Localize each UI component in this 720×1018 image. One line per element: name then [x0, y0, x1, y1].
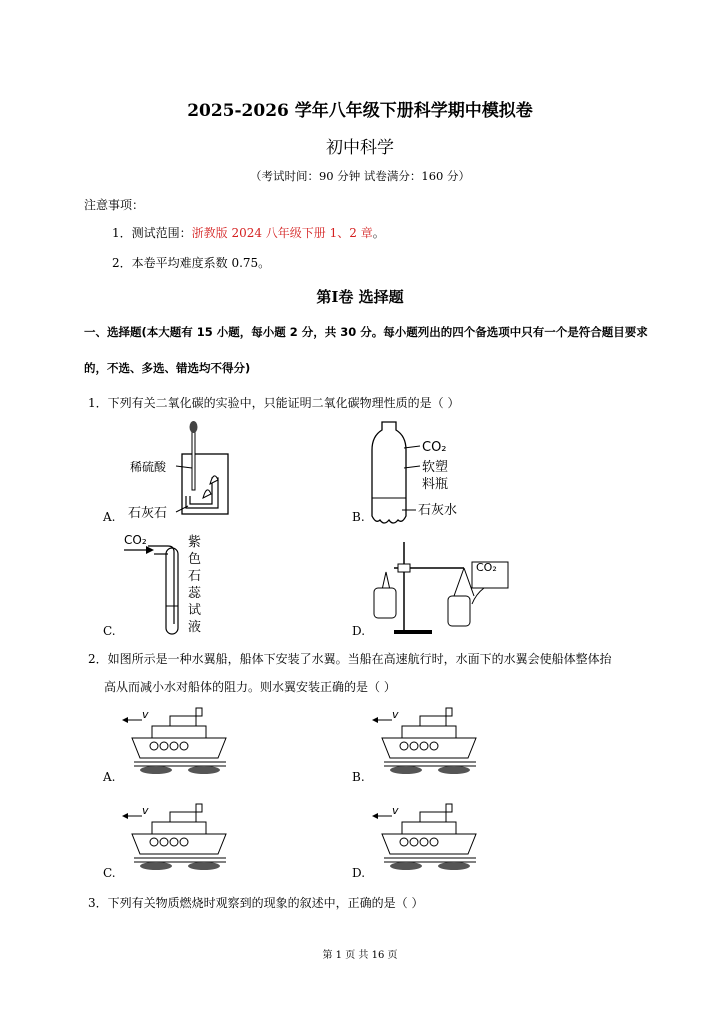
q1-c-liquid-char-4: 蕊 [188, 586, 202, 601]
section-instruction-line1: 一、选择题(本大题有 15 小题，每小题 2 分，共 30 分。每小题列出的四个备选项中只有一个是符合题目要求 [84, 325, 648, 339]
q1-b-co2-label: CO₂ [422, 440, 447, 455]
exam-title: 2025-2026 学年八年级下册科学期中模拟卷 [187, 101, 533, 121]
q1-c-liquid-char-2: 色 [188, 552, 202, 567]
q2-c-velocity-label: v [142, 804, 149, 817]
q1-c-liquid-char-6: 液 [188, 620, 202, 635]
q2-a-velocity-label: v [142, 708, 149, 721]
q2-option-d[interactable]: D. [352, 866, 366, 880]
q2-boat-c [120, 800, 232, 874]
question-1-text: 1．下列有关二氧化碳的实验中，只能证明二氧化碳物理性质的是（ ） [88, 396, 460, 410]
q1-option-b[interactable]: B. [352, 510, 365, 524]
q1-diagram-c [120, 530, 220, 636]
q1-diagram-b [368, 418, 498, 528]
q2-boat-a [120, 704, 232, 778]
q1-c-liquid-char-1: 紫 [188, 535, 202, 550]
notes-heading: 注意事项： [84, 198, 145, 212]
exam-subtitle: 初中科学 [326, 138, 394, 158]
q1-b-water-label: 石灰水 [418, 503, 458, 518]
q2-boat-b [370, 704, 482, 778]
question-2-text-line1: 2．如图所示是一种水翼船，船体下安装了水翼。当船在高速航行时，水面下的水翼会使船体整体抬 [88, 652, 612, 666]
question-2-text-line2: 高从而减小水对船体的阻力。则水翼安装正确的是（ ） [104, 680, 396, 694]
q2-b-velocity-label: v [392, 708, 399, 721]
q1-b-bottle-label-1: 软塑 [422, 460, 449, 475]
page-footer: 第 1 页 共 16 页 [322, 950, 398, 961]
section-title: 第Ⅰ卷 选择题 [316, 288, 404, 306]
q1-diagram-d [368, 538, 518, 638]
section-instruction-line2: 的，不选、多选、错选均不得分) [84, 361, 251, 375]
note-item-1 [112, 224, 385, 241]
q1-d-co2-label: CO₂ [476, 561, 497, 574]
q2-option-b[interactable]: B. [352, 770, 365, 784]
q2-boat-d [370, 800, 482, 874]
exam-info: （考试时间：90 分钟 试卷满分：160 分） [249, 169, 471, 183]
q1-diagram-a [120, 418, 240, 522]
question-3-text: 3．下列有关物质燃烧时观察到的现象的叙述中，正确的是（ ） [88, 896, 424, 910]
q2-d-velocity-label: v [392, 804, 399, 817]
q1-c-liquid-char-5: 试 [188, 603, 202, 618]
q1-b-bottle-label-2: 料瓶 [422, 477, 449, 492]
note-item-1-prefix: 1．测试范围： [112, 226, 192, 240]
q1-c-liquid-char-3: 石 [188, 569, 202, 584]
note-item-2: 2．本卷平均难度系数 0.75。 [112, 256, 271, 270]
note-item-1-suffix: 。 [372, 226, 385, 240]
q2-option-c[interactable]: C. [103, 866, 116, 880]
q1-option-a[interactable]: A. [103, 510, 116, 524]
q1-option-c[interactable]: C. [103, 624, 116, 638]
q1-a-acid-label: 稀硫酸 [130, 460, 167, 474]
note-item-1-scope: 浙教版 2024 八年级下册 1、2 章 [191, 226, 373, 240]
q1-option-d[interactable]: D. [352, 624, 366, 638]
q2-option-a[interactable]: A. [103, 770, 116, 784]
q1-c-co2-label: CO₂ [124, 533, 147, 547]
q1-a-stone-label: 石灰石 [128, 506, 168, 521]
